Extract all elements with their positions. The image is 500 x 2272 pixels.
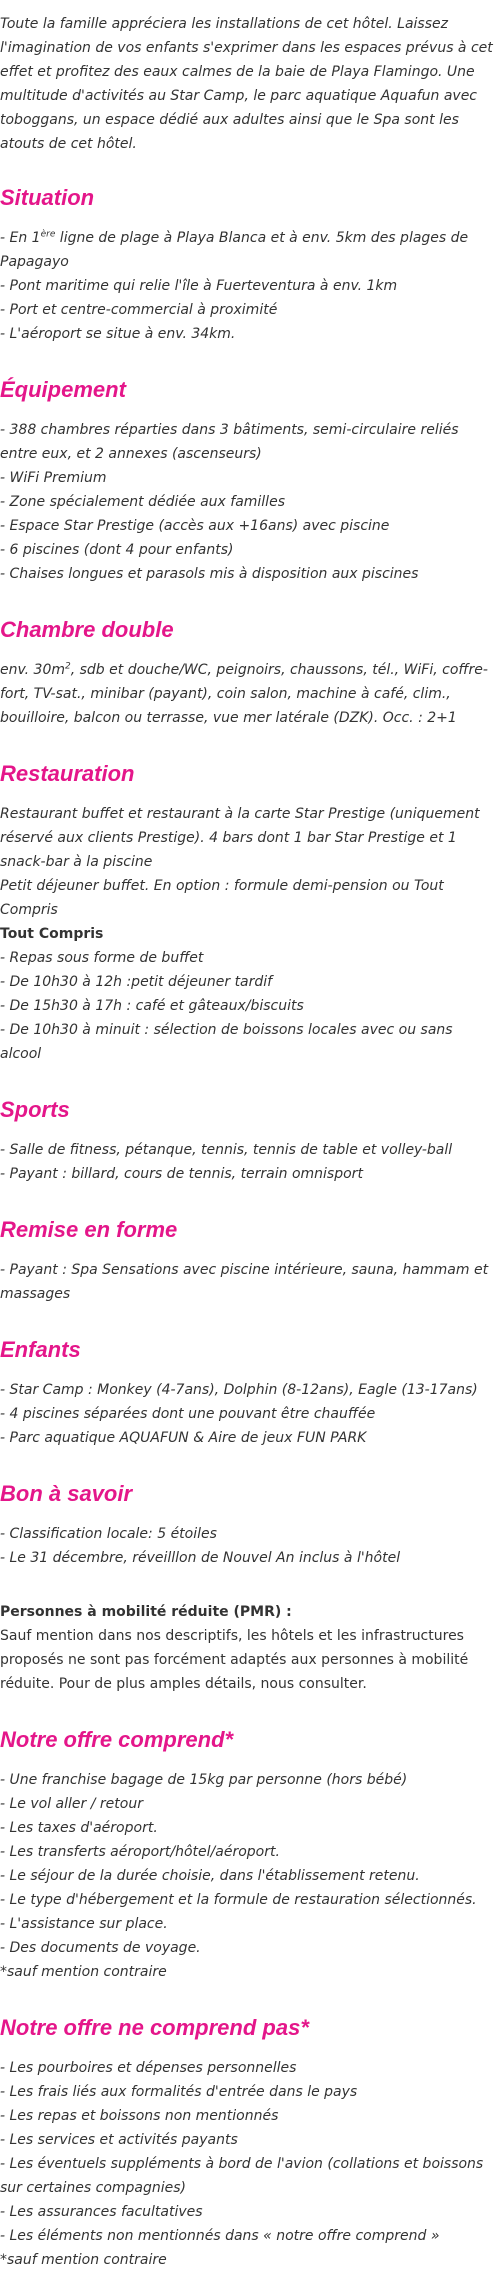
restauration-line: Petit déjeuner buffet. En option : formule demi-pension ou Tout Compris [0, 878, 444, 918]
list-item: - Classification locale: 5 étoiles [0, 1526, 217, 1542]
list-item: - Les assurances facultatives [0, 2204, 203, 2220]
list-item: - Star Camp : Monkey (4-7ans), Dolphin (8-12ans), Eagle (13-17ans) [0, 1382, 478, 1398]
section-title-restauration: Restauration [0, 761, 135, 786]
list-item: - 4 piscines séparées dont une pouvant être chauffée [0, 1406, 376, 1422]
pmr-label: Personnes à mobilité réduite (PMR) : [0, 1604, 292, 1620]
restauration-list [0, 946, 496, 1066]
section-title-sports: Sports [0, 1097, 70, 1122]
list-item: - Des documents de voyage. [0, 1940, 201, 1956]
list-item: - Une franchise bagage de 15kg par personne (hors bébé) [0, 1772, 408, 1788]
list-item: - 388 chambres réparties dans 3 bâtiments, semi-circulaire reliés entre eux, et 2 annexes (ascenseurs) [0, 422, 459, 462]
list-item: - WiFi Premium [0, 470, 107, 486]
chambre-description: env. $30m^2$, sdb et douche/WC, peignoirs, chaussons, tél., WiFi, coffre-fort, TV-sat., minibar (payant), coin salon, machine à café, clim., bouilloire, balcon ou terrasse, vue mer latérale (DZK). Occ. : 2+1 [0, 661, 488, 726]
section-chambre [0, 616, 496, 730]
list-item: - Les frais liés aux formalités d'entrée dans le pays [0, 2084, 358, 2100]
list-item: - Les taxes d'aéroport. [0, 1820, 158, 1836]
list-item: - De 10h30 à minuit : sélection de boissons locales avec ou sans alcool [0, 1022, 453, 1062]
bon-list [0, 1522, 496, 1570]
remise-list [0, 1258, 496, 1306]
intro-paragraph: Toute la famille appréciera les installations de cet hôtel. Laissez l'imagination de vos enfants s'exprimer dans les espaces prévus à cet effet et profitez des eaux calmes de la baie de Playa Flamingo. Une multitude d'activités au Star Camp, le parc aquatique Aquafun avec toboggans, un espace dédié aux adultes ainsi que le Spa sont les atouts de cet hôtel. [0, 16, 493, 152]
section-enfants [0, 1336, 496, 1450]
offre-list [0, 1768, 496, 1960]
list-item: - Zone spécialement dédiée aux familles [0, 494, 285, 510]
section-title-chambre: Chambre double [0, 617, 174, 642]
list-item: - Payant : Spa Sensations avec piscine intérieure, sauna, hammam et massages [0, 1262, 489, 1302]
offre-note: *sauf mention contraire [0, 1964, 167, 1980]
sports-list [0, 1138, 496, 1186]
list-item: - Port et centre-commercial à proximité [0, 302, 278, 318]
section-title-offre-ne-comprend-pas: Notre offre ne comprend pas* [0, 2015, 309, 2040]
section-equipement [0, 376, 496, 586]
list-item: - Le séjour de la durée choisie, dans l'établissement retenu. [0, 1868, 420, 1884]
list-item: - Pont maritime qui relie l'île à Fuerteventura à env. 1km [0, 278, 398, 294]
list-item: - Chaises longues et parasols mis à disposition aux piscines [0, 566, 419, 582]
list-item: - Espace Star Prestige (accès aux +16ans) avec piscine [0, 518, 390, 534]
section-title-equipement: Équipement [0, 377, 126, 402]
section-title-offre-comprend: Notre offre comprend* [0, 1727, 234, 1752]
list-item: - Le vol aller / retour [0, 1796, 143, 1812]
list-item: - Les services et activités payants [0, 2132, 238, 2148]
list-item: - L'aéroport se situe à env. 34km. [0, 326, 236, 342]
section-offre-comprend [0, 1726, 496, 1984]
tout-compris-label: Tout Compris [0, 926, 104, 942]
pmr-text: Sauf mention dans nos descriptifs, les hôtels et les infrastructures proposés ne sont pas forcément adaptés aux personnes à mobilité réduite. Pour de plus amples détails, nous consulter. [0, 1628, 469, 1692]
list-item: - De 15h30 à 17h : café et gâteaux/biscuits [0, 998, 304, 1014]
list-item: - Les transferts aéroport/hôtel/aéroport. [0, 1844, 280, 1860]
list-item: - Payant : billard, cours de tennis, terrain omnisport [0, 1166, 363, 1182]
list-item: - Les éléments non mentionnés dans « notre offre comprend » [0, 2228, 440, 2244]
list-item: - Salle de fitness, pétanque, tennis, tennis de table et volley-ball [0, 1142, 453, 1158]
situation-list [0, 226, 496, 346]
restauration-paragraph: Restaurant buffet et restaurant à la carte Star Prestige (uniquement réservé aux clients Prestige). 4 bars dont 1 bar Star Prestige et 1 snack-bar à la piscine [0, 806, 480, 870]
list-item: - Le type d'hébergement et la formule de restauration sélectionnés. [0, 1892, 477, 1908]
list-item: - Le 31 décembre, réveilllon de Nouvel An inclus à l'hôtel [0, 1550, 401, 1566]
section-sports [0, 1096, 496, 1186]
list-item: - Repas sous forme de buffet [0, 950, 204, 966]
list-item: - Les pourboires et dépenses personnelles [0, 2060, 297, 2076]
section-remise-en-forme [0, 1216, 496, 1306]
equipement-list [0, 418, 496, 586]
list-item: - 6 piscines (dont 4 pour enfants) [0, 542, 234, 558]
nonoffre-note: *sauf mention contraire [0, 2252, 167, 2268]
nonoffre-list [0, 2056, 496, 2248]
list-item: - En 1ère ligne de plage à Playa Blanca et à env. 5km des plages de Papagayo [0, 229, 469, 270]
section-bon-a-savoir [0, 1480, 496, 1696]
section-title-bon-a-savoir: Bon à savoir [0, 1481, 133, 1506]
enfants-list [0, 1378, 496, 1450]
list-item: - Parc aquatique AQUAFUN & Aire de jeux FUN PARK [0, 1430, 367, 1446]
list-item: - L'assistance sur place. [0, 1916, 168, 1932]
list-item: - De 10h30 à 12h :petit déjeuner tardif [0, 974, 273, 990]
section-restauration [0, 760, 496, 1066]
list-item: - Les éventuels suppléments à bord de l'avion (collations et boissons sur certaines compagnies) [0, 2156, 484, 2196]
section-offre-ne-comprend-pas [0, 2014, 496, 2272]
section-title-situation: Situation [0, 185, 95, 210]
section-title-remise-en-forme: Remise en forme [0, 1217, 178, 1242]
section-title-enfants: Enfants [0, 1337, 81, 1362]
list-item: - Les repas et boissons non mentionnés [0, 2108, 279, 2124]
section-situation [0, 184, 496, 346]
